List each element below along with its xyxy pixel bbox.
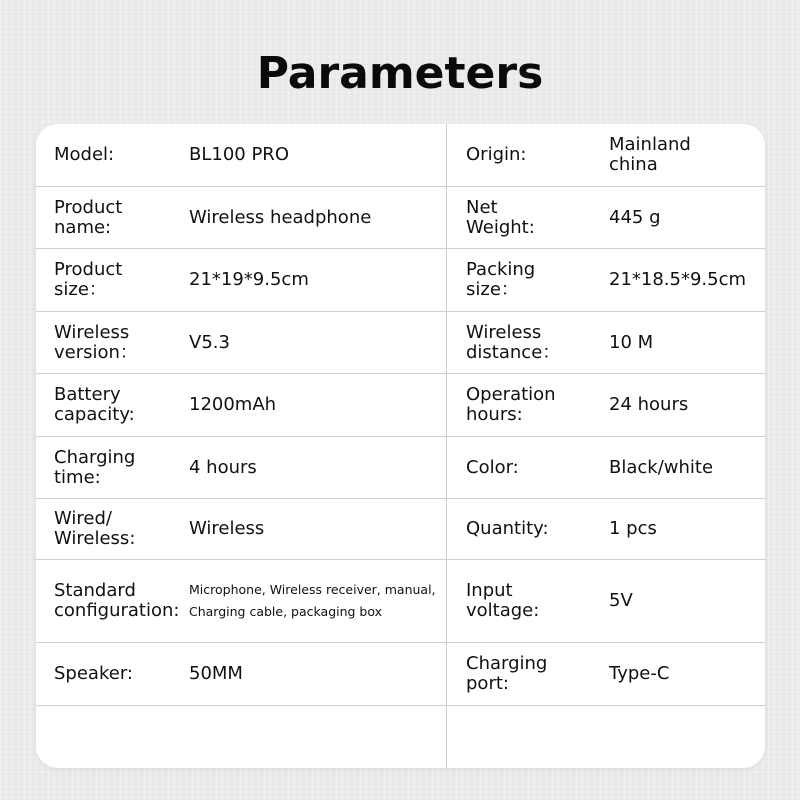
param-value: Type-C [609, 663, 670, 684]
param-label: Product size： [54, 259, 123, 300]
param-value: 4 hours [189, 456, 257, 478]
param-value: 1 pcs [609, 518, 657, 539]
param-value: BL100 PRO [189, 144, 289, 165]
param-label: Product name: [54, 196, 123, 238]
param-label: Packing size： [466, 259, 536, 300]
table-row [36, 643, 765, 706]
param-label: Standard configuration: [54, 580, 180, 621]
param-value: Wireless headphone [189, 206, 372, 228]
table-row [36, 437, 765, 499]
param-value: 5V [609, 590, 633, 611]
param-label: Operation hours: [466, 384, 556, 425]
param-label: Net Weight: [466, 196, 535, 238]
table-row [36, 124, 765, 187]
param-value: 10 M [609, 331, 654, 353]
table-row [36, 499, 765, 560]
param-value: 445 g [609, 206, 661, 228]
param-label: Speaker: [54, 663, 133, 684]
param-label: Wireless distance： [466, 321, 561, 363]
param-value: 21*19*9.5cm [189, 269, 309, 290]
param-value: 24 hours [609, 394, 689, 415]
table-row [36, 312, 765, 374]
table-row [36, 374, 765, 437]
param-label: Battery capacity: [54, 384, 135, 425]
param-label: Charging time: [54, 446, 136, 488]
table-row [36, 187, 765, 249]
table-row [36, 560, 765, 643]
param-label: Input voltage: [466, 580, 540, 621]
param-value: 50MM [189, 663, 243, 684]
param-value: Wireless [189, 518, 265, 539]
param-label: Quantity: [466, 518, 549, 539]
param-label: Wireless version： [54, 321, 138, 363]
param-label: Origin: [466, 144, 527, 165]
empty-row [36, 706, 765, 768]
parameters-table [36, 124, 765, 768]
param-value: Mainland china [609, 134, 691, 175]
param-value: V5.3 [189, 331, 230, 353]
param-value: Black/white [609, 456, 714, 478]
param-label: Model: [54, 144, 115, 165]
param-label: Color: [466, 456, 519, 478]
param-value: 1200mAh [189, 394, 277, 415]
page-title: Parameters [256, 48, 544, 99]
param-label: Charging port: [466, 653, 548, 694]
param-value: 21*18.5*9.5cm [609, 269, 747, 290]
param-label: Wired/ Wireless: [54, 508, 136, 549]
table-row [36, 249, 765, 312]
param-value: Microphone, Wireless receiver, manual, Charging cable, packaging box [189, 582, 436, 619]
